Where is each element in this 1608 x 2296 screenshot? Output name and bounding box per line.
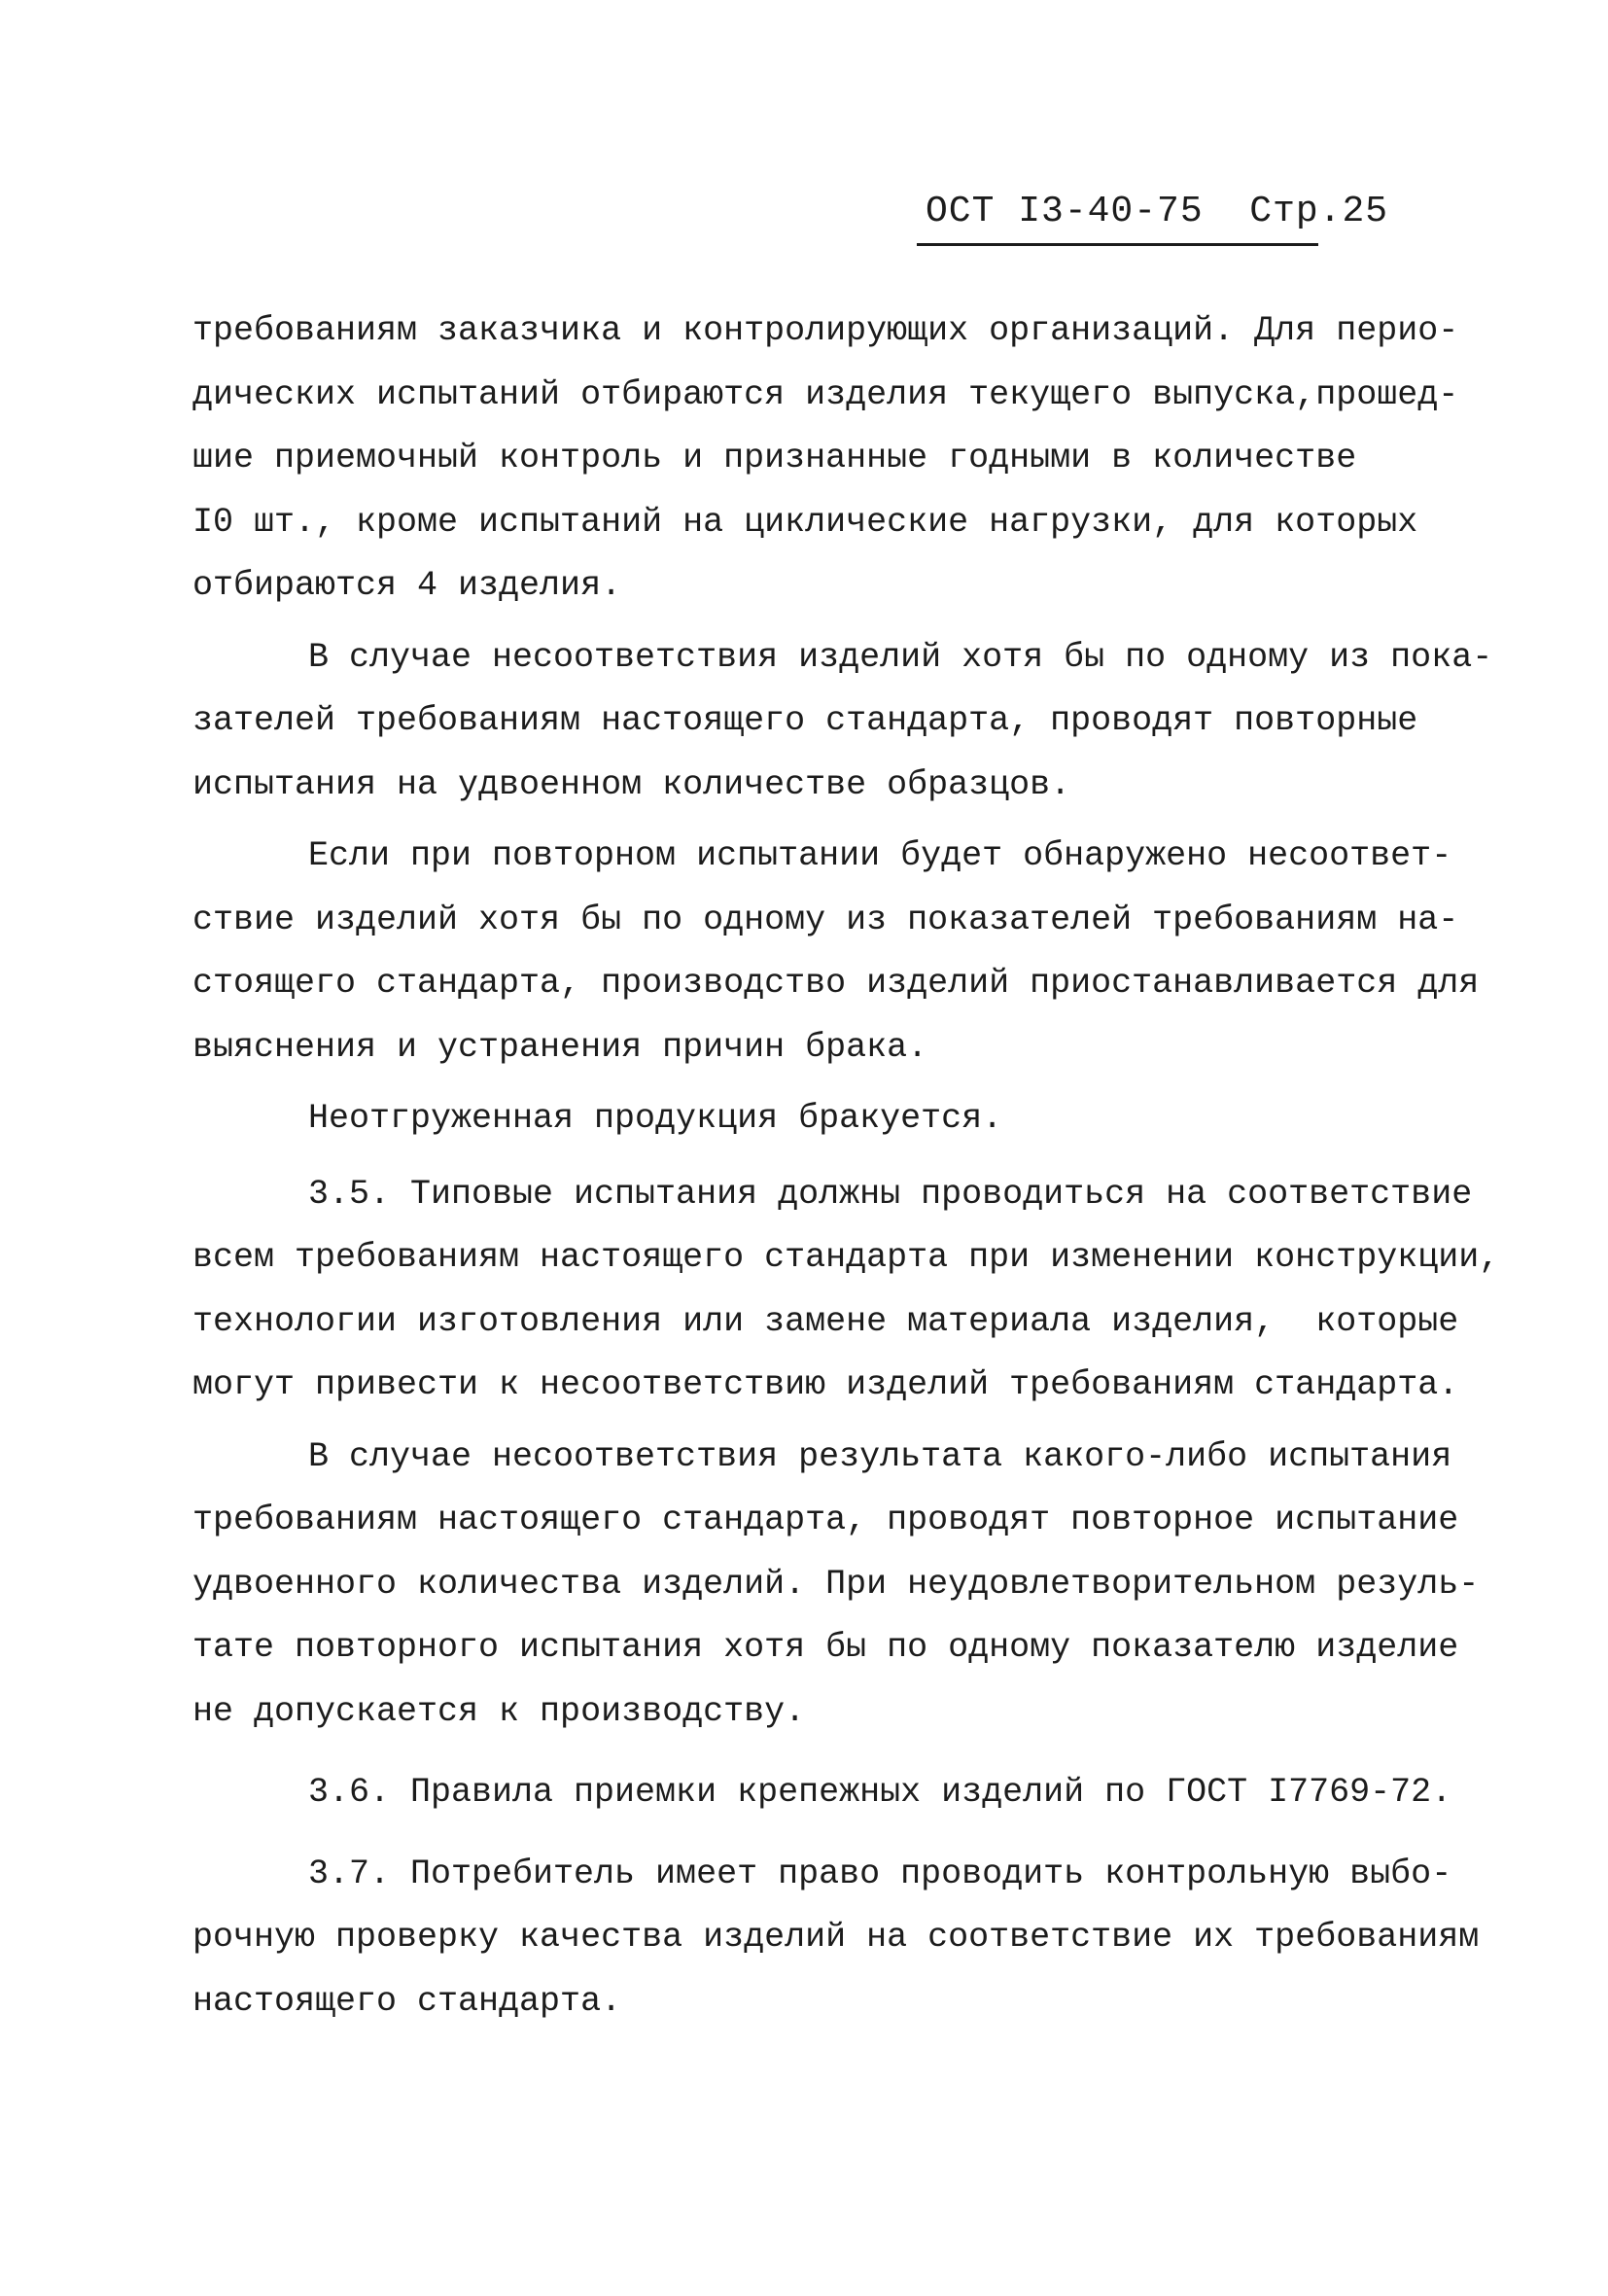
text-line: выяснения и устранения причин брака. (192, 1027, 928, 1067)
text-line: 3.5. Типовые испытания должны проводиться на соответствие (308, 1174, 1473, 1214)
text-line: испытания на удвоенном количестве образцов. (192, 764, 1071, 804)
text-line: стоящего стандарта, производство изделий приостанавливается для (192, 964, 1480, 1003)
text-line: отбираются 4 изделия. (192, 566, 622, 605)
text-line: удвоенного количества изделий. При неудовлетворительном резуль- (192, 1564, 1480, 1604)
text-line: требованиям настоящего стандарта, проводят повторное испытание (192, 1501, 1459, 1539)
text-line: всем требованиям настоящего стандарта при изменении конструкции, (192, 1238, 1500, 1277)
text-line: не допускается к производству. (192, 1691, 806, 1731)
text-line: Если при повторном испытании будет обнаружено несоответ- (308, 836, 1452, 875)
text-line: требованиям заказчика и контролирующих организаций. Для перио- (192, 311, 1459, 350)
text-line: настоящего стандарта. (192, 1981, 622, 2021)
text-line: 3.6. Правила приемки крепежных изделий по ГОСТ I7769-72. (308, 1773, 1452, 1812)
document-code: ОСТ I3-40-75 (926, 191, 1204, 232)
text-line: Неотгруженная продукция бракуется. (308, 1099, 1003, 1138)
text-line: В случае несоответствия изделий хотя бы по одному из пока- (308, 637, 1493, 677)
text-line: ствие изделий хотя бы по одному из показателей требованиям на- (192, 900, 1459, 939)
text-line: технологии изготовления или замене материала изделия, которые (192, 1301, 1459, 1341)
text-line: зателей требованиям настоящего стандарта, проводят повторные (192, 701, 1418, 740)
text-line: 3.7. Потребитель имеет право проводить контрольную выбо- (308, 1854, 1452, 1893)
page-number: Стр.25 (1249, 191, 1389, 232)
text-line: шие приемочный контроль и признанные годными в количестве (192, 439, 1357, 477)
text-line: I0 шт., кроме испытаний на циклические нагрузки, для которых (192, 502, 1418, 542)
text-line: могут привести к несоответствию изделий требованиям стандарта. (192, 1365, 1459, 1404)
page-header (926, 191, 1388, 232)
text-line: В случае несоответствия результата какого-либо испытания (308, 1436, 1452, 1476)
text-line: тате повторного испытания хотя бы по одному показателю изделие (192, 1628, 1459, 1667)
header-underline (917, 243, 1318, 246)
text-line: дических испытаний отбираются изделия текущего выпуска,прошед- (192, 374, 1459, 414)
text-line: рочную проверку качества изделий на соответствие их требованиям (192, 1918, 1480, 1957)
document-body (192, 300, 1500, 2033)
